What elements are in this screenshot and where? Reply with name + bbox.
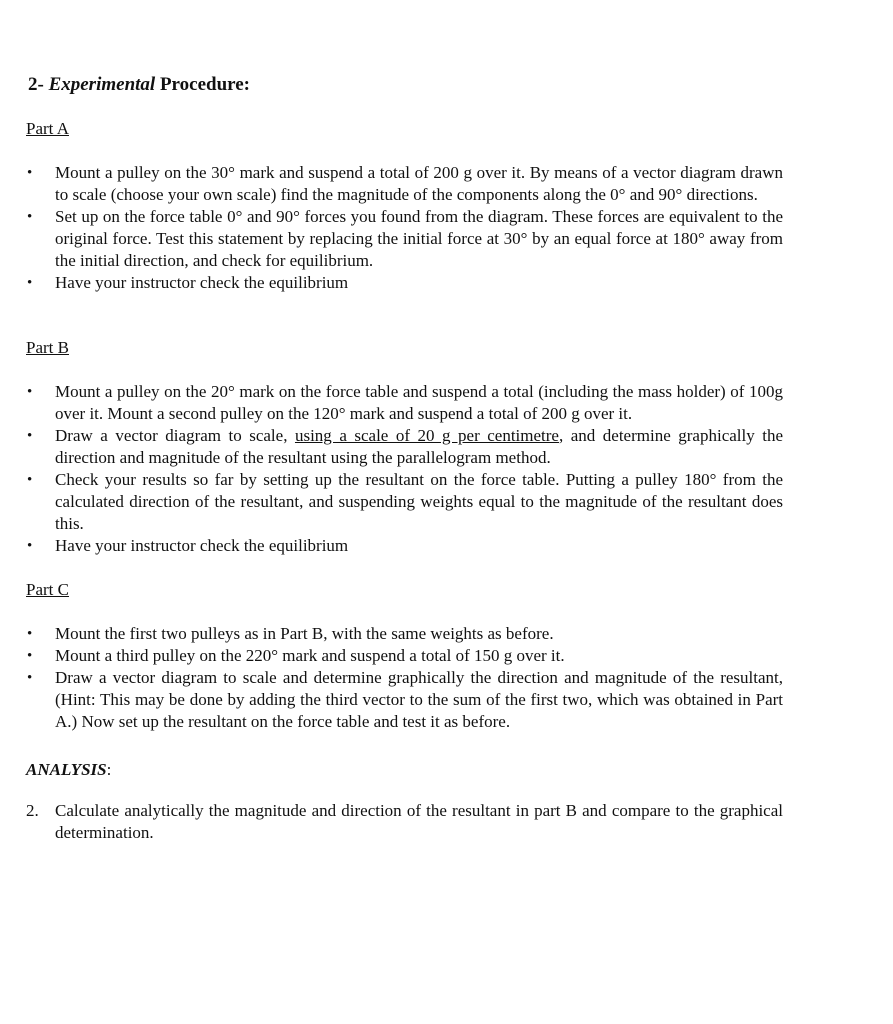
section-heading: [28, 74, 250, 96]
part-b-title: Part B: [26, 338, 69, 357]
analysis-title-text: ANALYSIS: [26, 760, 107, 779]
list-item-text: Draw a vector diagram to scale and determine graphically the direction and magnitude of the resultant, (Hint: This may be done by adding the third vector to the sum of the first two, which was obtained in Part A.) Now set up the resultant on the force table and test it as before.: [55, 668, 783, 731]
bullet-icon: •: [27, 428, 33, 444]
list-item-text: Mount a pulley on the 20° mark on the force table and suspend a total (including the mass holder) of 100g over it. Mount a second pulley on the 120° mark and suspend a total of 200 g over it.: [55, 382, 783, 423]
analysis-item-number: 2.: [26, 801, 39, 820]
bullet-icon: •: [27, 648, 33, 664]
list-item-text: Set up on the force table 0° and 90° forces you found from the diagram. These forces are equivalent to the original force. Test this statement by replacing the initial force at 30° by an equal force at 180° away from the initial direction, and check for equilibrium.: [55, 207, 783, 270]
part-c-title: Part C: [26, 580, 69, 599]
list-item-text: Check your results so far by setting up the resultant on the force table. Putting a pulley 180° from the calculated direction of the resultant, and suspending weights equal to the magnitude of the resultant does this.: [55, 470, 783, 533]
analysis-item-text: Calculate analytically the magnitude and direction of the resultant in part B and compare to the graphical determination.: [55, 801, 783, 842]
list-item: [0, 206, 893, 272]
list-item-text: [55, 426, 783, 467]
analysis-title-colon: :: [106, 760, 112, 779]
list-item-text: Mount the first two pulleys as in Part B, with the same weights as before.: [55, 624, 554, 643]
part-a-title: Part A: [26, 119, 69, 138]
list-item-text-end: , and determine graphically the direction and magnitude of the resultant using the parallelogram method.: [55, 426, 784, 467]
bullet-icon: •: [27, 275, 33, 291]
part-a-list: [0, 162, 893, 294]
part-b-list: [0, 381, 893, 557]
section-number: 2-: [28, 74, 44, 95]
list-item: [0, 645, 893, 667]
list-item: [0, 381, 893, 425]
list-item: [0, 272, 893, 294]
list-item-text: Mount a third pulley on the 220° mark and suspend a total of 150 g over it.: [55, 646, 565, 665]
bullet-icon: •: [27, 209, 33, 225]
list-item: [0, 623, 893, 645]
analysis-title: [26, 759, 111, 781]
bullet-icon: •: [27, 626, 33, 642]
bullet-icon: •: [27, 384, 33, 400]
list-item-text: Have your instructor check the equilibrium: [55, 536, 349, 555]
section-title-rest: Procedure:: [159, 74, 250, 95]
bullet-icon: •: [27, 670, 33, 686]
list-item: [0, 162, 893, 206]
list-item: [0, 469, 893, 535]
list-item: [0, 667, 893, 733]
bullet-icon: •: [27, 538, 33, 554]
list-item: [0, 425, 893, 469]
bullet-icon: •: [27, 165, 33, 181]
list-item-text: Mount a pulley on the 30° mark and suspend a total of 200 g over it. By means of a vector diagram drawn to scale (choose your own scale) find the magnitude of the components along the 0° and 90° directions.: [55, 163, 783, 204]
list-item: [0, 535, 893, 557]
scale-note-underlined: using a scale of 20 g per centimetre: [294, 426, 559, 445]
bullet-icon: •: [27, 472, 33, 488]
part-c-list: [0, 623, 893, 733]
list-item-text-start: Draw a vector diagram to scale,: [55, 426, 295, 445]
section-title-italic: Experimental: [48, 74, 156, 95]
list-item-text: Have your instructor check the equilibrium: [55, 273, 349, 292]
analysis-item: [0, 800, 893, 844]
